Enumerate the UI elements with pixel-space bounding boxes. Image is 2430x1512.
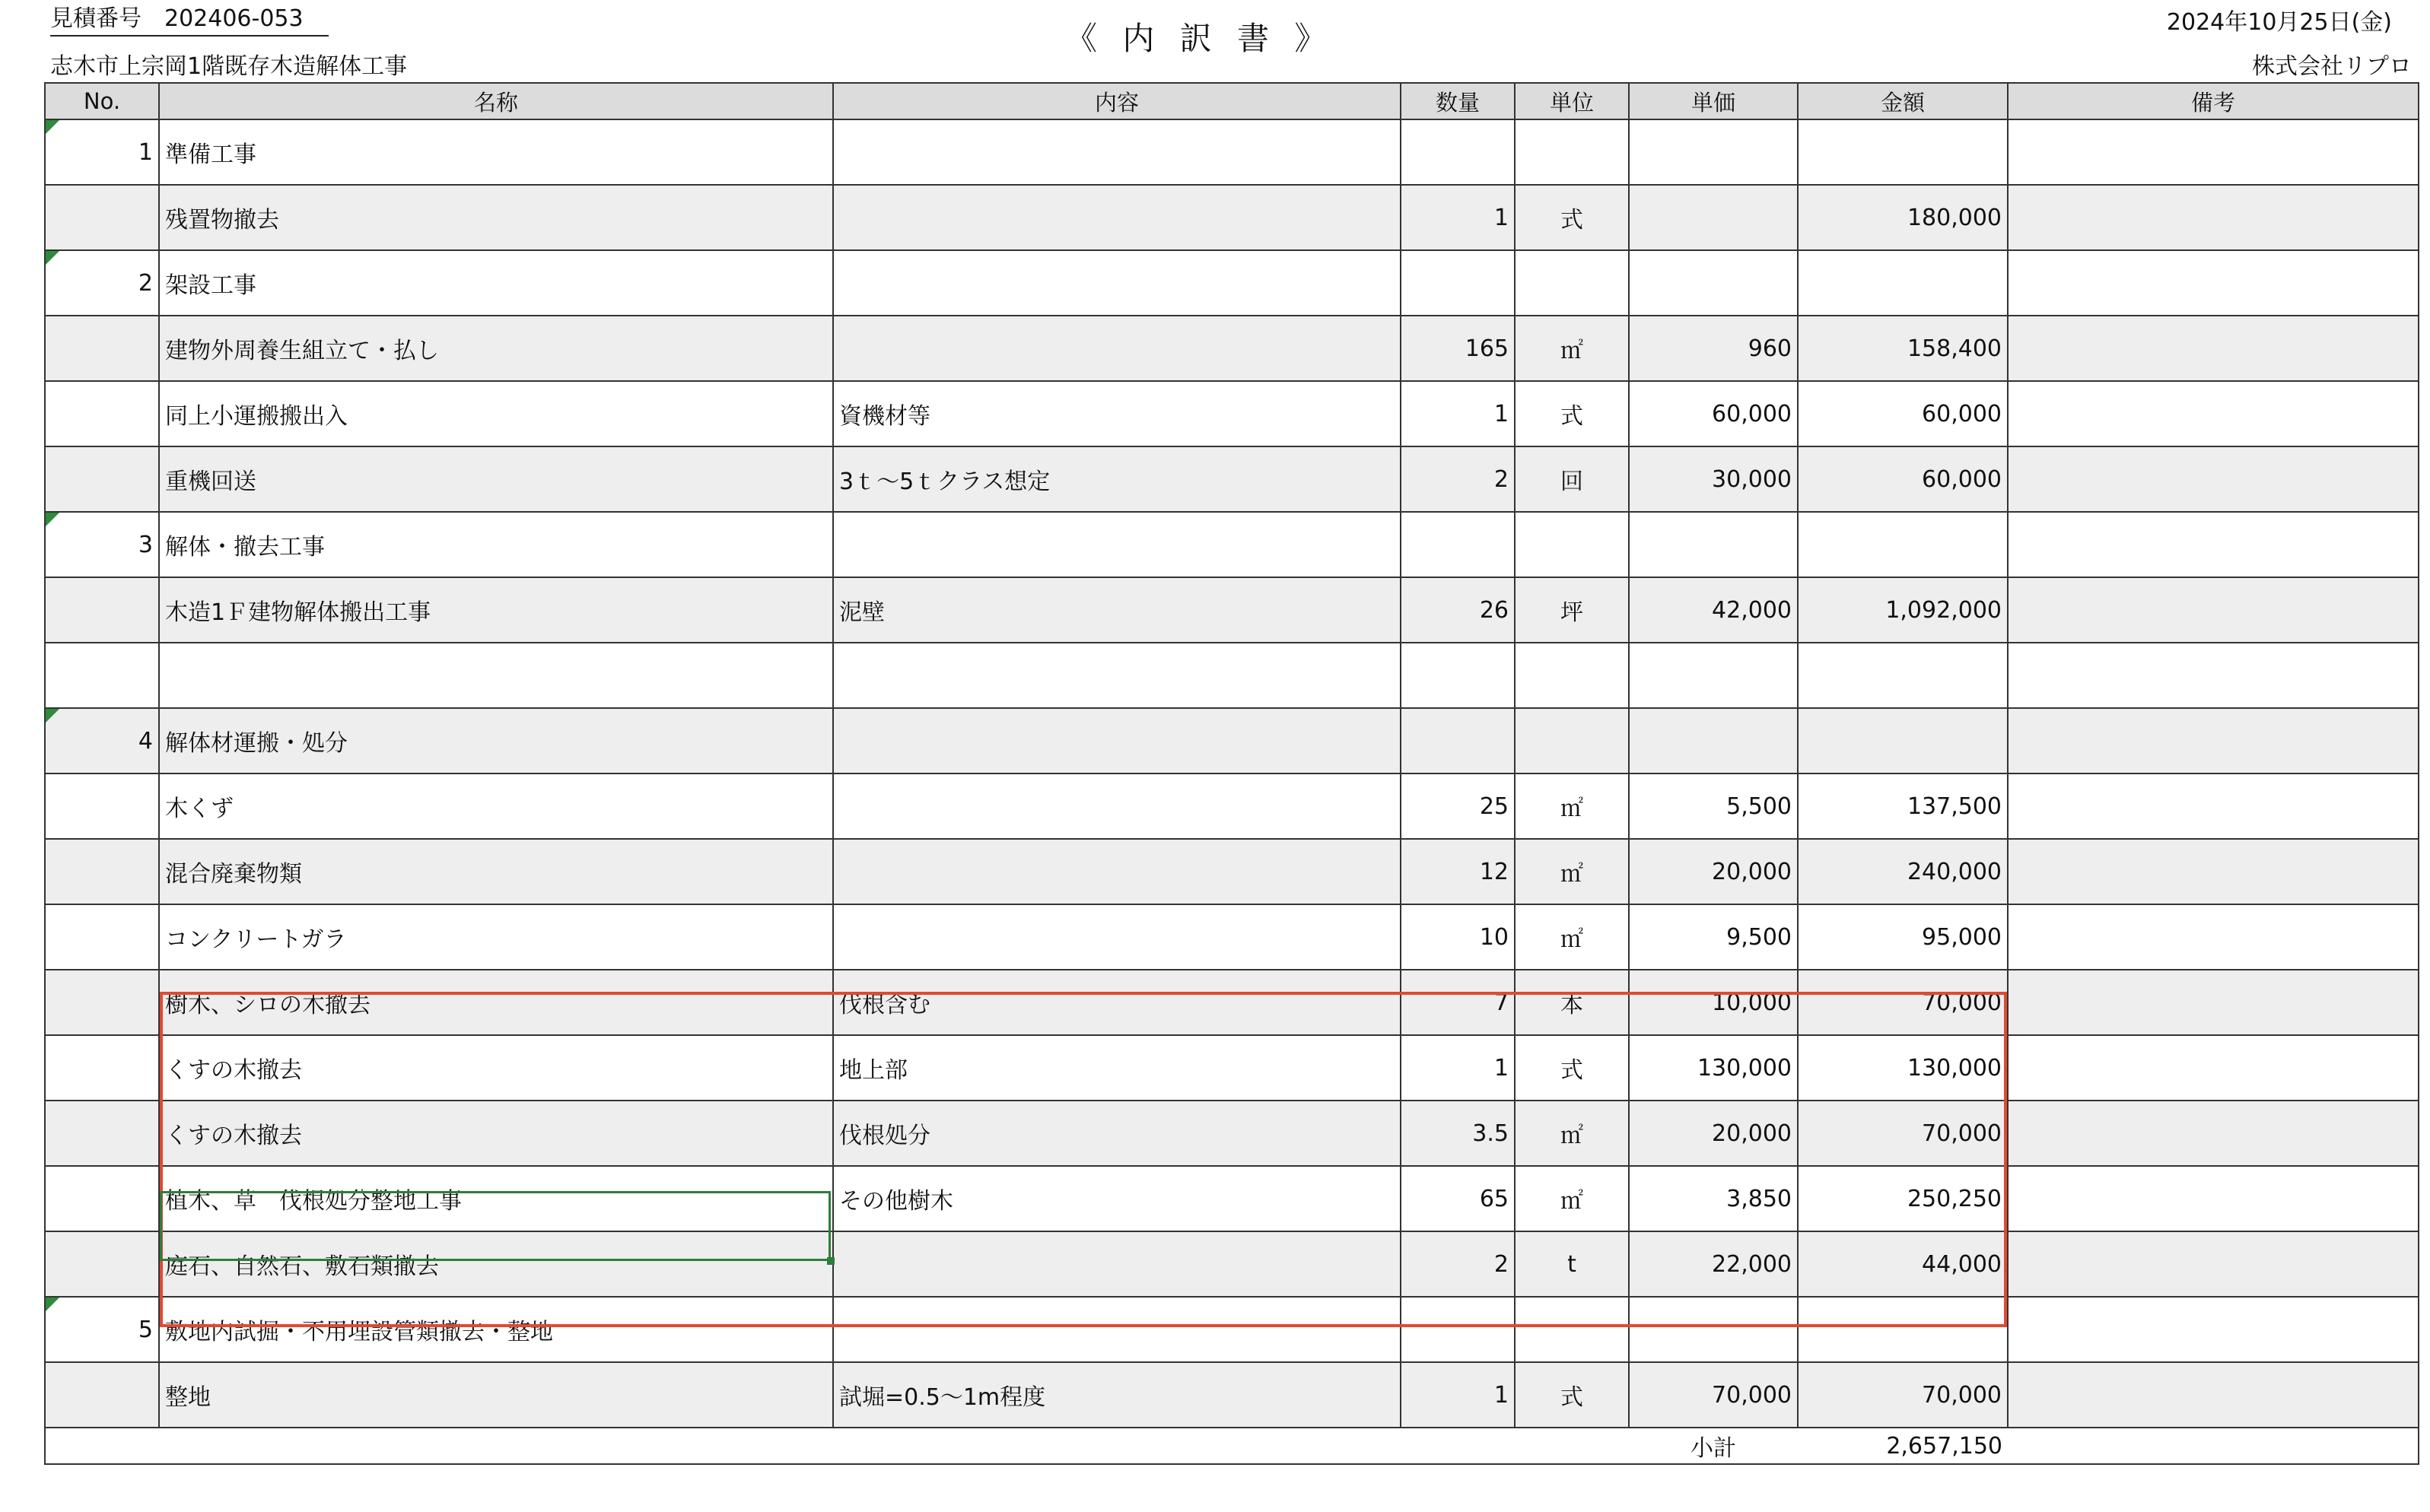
row-number-cell[interactable] <box>45 381 159 446</box>
table-row <box>45 1035 2419 1101</box>
amount-cell[interactable] <box>1798 446 2008 512</box>
unit-price-cell[interactable] <box>1629 1101 1798 1166</box>
item-content-cell-text: 地上部 <box>839 1057 908 1084</box>
item-name-cell-text: くすの木撤去 <box>165 1123 302 1149</box>
amount-cell[interactable] <box>1798 643 2008 708</box>
unit-cell[interactable] <box>1515 119 1629 185</box>
item-name-cell-text: 庭石、自然石、敷石類撤去 <box>165 1253 439 1280</box>
unit-cell-text: 式 <box>1560 207 1583 233</box>
item-content-cell-text: 伐根含む <box>839 992 930 1018</box>
subtotal-label[interactable]: 小計 <box>1629 1428 1798 1464</box>
amount-cell[interactable] <box>1798 1035 2008 1101</box>
table-row <box>45 250 2419 316</box>
unit-cell[interactable] <box>1515 185 1629 250</box>
item-name-cell[interactable] <box>159 250 833 316</box>
item-content-cell-text: 資機材等 <box>839 403 930 430</box>
quantity-cell[interactable] <box>1401 1101 1515 1166</box>
item-content-cell[interactable] <box>833 446 1401 512</box>
table-row <box>45 1297 2419 1362</box>
table-row <box>45 446 2419 512</box>
unit-cell[interactable] <box>1515 773 1629 839</box>
header-name[interactable]: 名称 <box>159 83 833 119</box>
item-name-cell[interactable] <box>159 839 833 904</box>
amount-cell[interactable] <box>1798 185 2008 250</box>
amount-cell[interactable] <box>1798 970 2008 1035</box>
amount-cell[interactable] <box>1798 250 2008 316</box>
quantity-cell[interactable] <box>1401 970 1515 1035</box>
unit-cell[interactable] <box>1515 1101 1629 1166</box>
quantity-cell[interactable] <box>1401 577 1515 643</box>
quantity-cell[interactable] <box>1401 1297 1515 1362</box>
amount-cell[interactable] <box>1798 904 2008 970</box>
unit-price-cell-text: 5,500 <box>1726 793 1792 820</box>
row-number-cell[interactable] <box>45 316 159 381</box>
row-number-cell[interactable] <box>45 185 159 250</box>
item-name-cell[interactable] <box>159 773 833 839</box>
document-date: 2024年10月25日(金) <box>2166 9 2392 36</box>
unit-price-cell[interactable] <box>1629 577 1798 643</box>
item-name-cell[interactable] <box>159 904 833 970</box>
item-name-cell-text: 整地 <box>165 1384 211 1411</box>
row-number-cell[interactable] <box>45 512 159 577</box>
item-content-cell[interactable] <box>833 250 1401 316</box>
unit-price-cell[interactable] <box>1629 446 1798 512</box>
note-cell[interactable] <box>2008 970 2419 1035</box>
item-name-cell[interactable] <box>159 970 833 1035</box>
amount-cell[interactable] <box>1798 512 2008 577</box>
subtotal-row <box>45 1428 2419 1464</box>
unit-price-cell[interactable] <box>1629 185 1798 250</box>
item-content-cell[interactable] <box>833 1231 1401 1297</box>
amount-cell-text: 180,000 <box>1907 204 2002 231</box>
amount-cell-text: 70,000 <box>1922 989 2002 1016</box>
quantity-cell[interactable] <box>1401 1035 1515 1101</box>
amount-cell-text: 70,000 <box>1922 1381 2002 1409</box>
unit-cell-text: 式 <box>1560 1384 1583 1411</box>
unit-price-cell[interactable] <box>1629 512 1798 577</box>
unit-price-cell[interactable] <box>1629 970 1798 1035</box>
unit-cell[interactable] <box>1515 970 1629 1035</box>
unit-cell[interactable] <box>1515 1035 1629 1101</box>
row-number-cell[interactable] <box>45 250 159 316</box>
quantity-cell[interactable] <box>1401 708 1515 773</box>
note-cell[interactable] <box>2008 1166 2419 1231</box>
unit-cell[interactable] <box>1515 1231 1629 1297</box>
unit-price-cell-text: 70,000 <box>1712 1381 1792 1409</box>
table-row <box>45 185 2419 250</box>
quantity-cell[interactable] <box>1401 1362 1515 1428</box>
item-name-cell-text: 木くず <box>165 796 234 822</box>
row-number-cell[interactable] <box>45 643 159 708</box>
header-no[interactable]: No. <box>45 83 159 119</box>
row-number-cell[interactable] <box>45 446 159 512</box>
unit-price-cell-text: 9,500 <box>1726 923 1792 951</box>
note-cell[interactable] <box>2008 839 2419 904</box>
quantity-cell-text: 1 <box>1493 1054 1509 1082</box>
unit-price-cell-text: 30,000 <box>1712 465 1792 493</box>
row-number-cell[interactable] <box>45 119 159 185</box>
amount-cell-text: 130,000 <box>1907 1054 2002 1082</box>
header-qty[interactable]: 数量 <box>1401 83 1515 119</box>
item-name-cell-text: くすの木撤去 <box>165 1057 302 1084</box>
item-name-cell[interactable] <box>159 185 833 250</box>
item-name-cell-text: 建物外周養生組立て・払し <box>165 338 439 364</box>
row-number-cell-text: 3 <box>138 531 153 558</box>
unit-price-cell[interactable] <box>1629 381 1798 446</box>
amount-cell[interactable] <box>1798 119 2008 185</box>
item-name-cell-text: 解体材運搬・処分 <box>165 730 348 757</box>
note-cell[interactable] <box>2008 512 2419 577</box>
item-name-cell[interactable] <box>159 1231 833 1297</box>
amount-cell[interactable] <box>1798 1362 2008 1428</box>
amount-cell[interactable] <box>1798 577 2008 643</box>
quantity-cell-text: 7 <box>1493 989 1509 1016</box>
item-name-cell-text: 準備工事 <box>165 141 256 168</box>
amount-cell[interactable] <box>1798 839 2008 904</box>
row-number-cell-text: 1 <box>138 138 153 166</box>
unit-cell-text: 式 <box>1560 1057 1583 1084</box>
item-content-cell[interactable] <box>833 1166 1401 1231</box>
header-note[interactable]: 備考 <box>2008 83 2419 119</box>
quantity-cell[interactable] <box>1401 839 1515 904</box>
comment-marker-icon <box>46 120 59 134</box>
unit-cell-text: ㎡ <box>1560 926 1583 953</box>
item-name-cell-text: 解体・撤去工事 <box>165 534 325 561</box>
subtotal-value[interactable]: 2,657,150 <box>1798 1428 2008 1464</box>
quantity-cell-text: 165 <box>1465 335 1509 362</box>
unit-price-cell-text: 22,000 <box>1712 1250 1792 1278</box>
note-cell[interactable] <box>2008 119 2419 185</box>
table-row <box>45 708 2419 773</box>
unit-cell-text: 坪 <box>1560 599 1583 626</box>
unit-price-cell[interactable] <box>1629 1297 1798 1362</box>
quantity-cell-text: 3.5 <box>1472 1120 1509 1147</box>
table-row <box>45 119 2419 185</box>
unit-price-cell[interactable] <box>1629 1166 1798 1231</box>
item-content-cell[interactable] <box>833 839 1401 904</box>
item-name-cell-text: 同上小運搬搬出入 <box>165 403 348 430</box>
amount-cell[interactable] <box>1798 773 2008 839</box>
quantity-cell[interactable] <box>1401 119 1515 185</box>
unit-price-cell[interactable] <box>1629 316 1798 381</box>
item-content-cell[interactable] <box>833 577 1401 643</box>
item-name-cell[interactable] <box>159 1166 833 1231</box>
note-cell[interactable] <box>2008 446 2419 512</box>
quantity-cell[interactable] <box>1401 250 1515 316</box>
subtotal-cell[interactable] <box>45 1428 159 1464</box>
item-name-cell-text: 残置物撤去 <box>165 207 279 233</box>
table-row <box>45 577 2419 643</box>
item-content-cell[interactable] <box>833 1297 1401 1362</box>
unit-price-cell[interactable] <box>1629 643 1798 708</box>
note-cell[interactable] <box>2008 1231 2419 1297</box>
item-name-cell[interactable] <box>159 708 833 773</box>
project-name: 志木市上宗岡1階既存木造解体工事 <box>50 53 408 80</box>
table-row <box>45 381 2419 446</box>
table-row <box>45 839 2419 904</box>
item-name-cell[interactable] <box>159 446 833 512</box>
unit-cell-text: ㎡ <box>1560 796 1583 822</box>
quantity-cell[interactable] <box>1401 381 1515 446</box>
quantity-cell[interactable] <box>1401 446 1515 512</box>
table-header-row <box>45 83 2419 119</box>
table-row <box>45 904 2419 970</box>
header-content[interactable]: 内容 <box>833 83 1401 119</box>
item-name-cell[interactable] <box>159 643 833 708</box>
unit-price-cell[interactable] <box>1629 1362 1798 1428</box>
item-content-cell[interactable] <box>833 904 1401 970</box>
item-content-cell[interactable] <box>833 381 1401 446</box>
item-name-cell[interactable] <box>159 512 833 577</box>
item-content-cell-text: 試堀=0.5～1m程度 <box>839 1384 1046 1411</box>
unit-cell[interactable] <box>1515 316 1629 381</box>
item-content-cell-text: その他樹木 <box>839 1188 953 1215</box>
item-name-cell[interactable] <box>159 1101 833 1166</box>
amount-cell-text: 60,000 <box>1922 465 2002 493</box>
amount-cell[interactable] <box>1798 381 2008 446</box>
unit-price-cell[interactable] <box>1629 250 1798 316</box>
row-number-cell[interactable] <box>45 1166 159 1231</box>
row-number-cell[interactable] <box>45 1035 159 1101</box>
row-number-cell[interactable] <box>45 904 159 970</box>
item-content-cell-text: 3ｔ～5ｔクラス想定 <box>839 469 1051 495</box>
amount-cell-text: 240,000 <box>1907 858 2002 885</box>
quantity-cell-text: 2 <box>1493 465 1509 493</box>
amount-cell-text: 60,000 <box>1922 400 2002 427</box>
row-number-cell[interactable] <box>45 1101 159 1166</box>
row-number-cell[interactable] <box>45 1297 159 1362</box>
unit-cell-text: 回 <box>1560 469 1583 495</box>
unit-price-cell[interactable] <box>1629 904 1798 970</box>
subtotal-cell[interactable] <box>2008 1428 2419 1464</box>
note-cell[interactable] <box>2008 250 2419 316</box>
unit-cell-text: ㎡ <box>1560 861 1583 888</box>
quantity-cell-text: 12 <box>1479 858 1509 885</box>
item-name-cell-text: 架設工事 <box>165 272 256 299</box>
amount-cell-text: 250,250 <box>1907 1185 2002 1212</box>
note-cell[interactable] <box>2008 1035 2419 1101</box>
item-name-cell[interactable] <box>159 119 833 185</box>
unit-cell-text: 式 <box>1560 403 1583 430</box>
unit-cell[interactable] <box>1515 1166 1629 1231</box>
table-row <box>45 512 2419 577</box>
item-content-cell-text: 泥壁 <box>839 599 885 626</box>
note-cell[interactable] <box>2008 381 2419 446</box>
item-name-cell-text: 敷地内試掘・不用埋設管類撤去・整地 <box>165 1319 553 1345</box>
unit-price-cell[interactable] <box>1629 773 1798 839</box>
quantity-cell[interactable] <box>1401 1231 1515 1297</box>
unit-cell[interactable] <box>1515 512 1629 577</box>
item-content-cell[interactable] <box>833 1035 1401 1101</box>
breakdown-table <box>44 82 2419 1465</box>
row-number-cell[interactable] <box>45 1231 159 1297</box>
amount-cell-text: 1,092,000 <box>1885 596 2002 624</box>
unit-price-cell-text: 10,000 <box>1712 989 1792 1016</box>
unit-cell-text: t <box>1567 1250 1576 1278</box>
unit-cell-text: ㎡ <box>1560 1188 1583 1215</box>
item-name-cell[interactable] <box>159 381 833 446</box>
unit-price-cell[interactable] <box>1629 119 1798 185</box>
note-cell[interactable] <box>2008 1101 2419 1166</box>
quantity-cell-text: 1 <box>1493 204 1509 231</box>
quantity-cell[interactable] <box>1401 316 1515 381</box>
comment-marker-icon <box>46 251 59 265</box>
row-number-cell-text: 4 <box>138 727 153 754</box>
subtotal-cell[interactable] <box>1515 1428 1629 1464</box>
unit-price-cell-text: 42,000 <box>1712 596 1792 624</box>
row-number-cell-text: 2 <box>138 269 153 297</box>
amount-cell[interactable] <box>1798 1166 2008 1231</box>
table-row <box>45 773 2419 839</box>
unit-price-cell[interactable] <box>1629 1035 1798 1101</box>
row-number-cell[interactable] <box>45 1362 159 1428</box>
table-row <box>45 1166 2419 1231</box>
amount-cell-text: 95,000 <box>1922 923 2002 951</box>
quantity-cell-text: 2 <box>1493 1250 1509 1278</box>
unit-price-cell-text: 60,000 <box>1712 400 1792 427</box>
note-cell[interactable] <box>2008 577 2419 643</box>
row-number-cell[interactable] <box>45 708 159 773</box>
amount-cell[interactable] <box>1798 708 2008 773</box>
unit-cell[interactable] <box>1515 250 1629 316</box>
item-name-cell-text: 混合廃棄物類 <box>165 861 302 888</box>
note-cell[interactable] <box>2008 643 2419 708</box>
quantity-cell[interactable] <box>1401 643 1515 708</box>
document-title: 《 内 訳 書 》 <box>1065 20 1334 57</box>
quantity-cell-text: 65 <box>1479 1185 1509 1212</box>
row-number-cell-text: 5 <box>138 1316 153 1343</box>
unit-cell[interactable] <box>1515 1362 1629 1428</box>
quantity-cell[interactable] <box>1401 773 1515 839</box>
note-cell[interactable] <box>2008 1362 2419 1428</box>
table-row <box>45 316 2419 381</box>
quantity-cell-text: 1 <box>1493 1381 1509 1409</box>
subtotal-cell[interactable] <box>833 1428 1401 1464</box>
item-content-cell[interactable] <box>833 119 1401 185</box>
quantity-cell[interactable] <box>1401 1166 1515 1231</box>
header-price[interactable]: 単価 <box>1629 83 1798 119</box>
unit-cell[interactable] <box>1515 708 1629 773</box>
row-number-cell[interactable] <box>45 839 159 904</box>
unit-cell[interactable] <box>1515 577 1629 643</box>
unit-cell[interactable] <box>1515 839 1629 904</box>
amount-cell[interactable] <box>1798 1101 2008 1166</box>
item-content-cell[interactable] <box>833 773 1401 839</box>
table-row <box>45 1231 2419 1297</box>
unit-cell[interactable] <box>1515 446 1629 512</box>
unit-price-cell[interactable] <box>1629 708 1798 773</box>
table-row <box>45 970 2419 1035</box>
item-content-cell[interactable] <box>833 643 1401 708</box>
note-cell[interactable] <box>2008 316 2419 381</box>
amount-cell-text: 158,400 <box>1907 335 2002 362</box>
item-name-cell[interactable] <box>159 1297 833 1362</box>
quantity-cell-text: 25 <box>1479 793 1509 820</box>
header-amount[interactable]: 金額 <box>1798 83 2008 119</box>
company-name: 株式会社リプロ <box>2252 53 2412 80</box>
row-number-cell[interactable] <box>45 773 159 839</box>
comment-marker-icon <box>46 1298 59 1311</box>
item-content-cell-text: 伐根処分 <box>839 1123 930 1149</box>
unit-price-cell-text: 130,000 <box>1697 1054 1792 1082</box>
table-row <box>45 643 2419 708</box>
estimate-number-field <box>50 3 329 37</box>
unit-price-cell-text: 960 <box>1748 335 1792 362</box>
item-name-cell[interactable] <box>159 577 833 643</box>
unit-cell[interactable] <box>1515 904 1629 970</box>
note-cell[interactable] <box>2008 773 2419 839</box>
item-content-cell[interactable] <box>833 1362 1401 1428</box>
unit-cell[interactable] <box>1515 381 1629 446</box>
item-content-cell[interactable] <box>833 316 1401 381</box>
unit-cell-text: 本 <box>1560 992 1583 1018</box>
unit-cell-text: ㎡ <box>1560 1123 1583 1149</box>
amount-cell-text: 137,500 <box>1907 793 2002 820</box>
amount-cell[interactable] <box>1798 316 2008 381</box>
item-content-cell[interactable] <box>833 185 1401 250</box>
unit-cell[interactable] <box>1515 1297 1629 1362</box>
row-number-cell[interactable] <box>45 970 159 1035</box>
unit-price-cell-text: 3,850 <box>1726 1185 1792 1212</box>
table-row <box>45 1362 2419 1428</box>
quantity-cell[interactable] <box>1401 904 1515 970</box>
note-cell[interactable] <box>2008 1297 2419 1362</box>
quantity-cell-text: 26 <box>1479 596 1509 624</box>
header-unit[interactable]: 単位 <box>1515 83 1629 119</box>
quantity-cell-text: 1 <box>1493 400 1509 427</box>
item-name-cell-text: 植木、草 伐根処分整地工事 <box>165 1188 462 1215</box>
item-content-cell[interactable] <box>833 708 1401 773</box>
estimate-number-value: 202406-053 <box>164 5 304 32</box>
unit-price-cell[interactable] <box>1629 1231 1798 1297</box>
note-cell[interactable] <box>2008 708 2419 773</box>
subtotal-cell[interactable] <box>159 1428 833 1464</box>
item-name-cell-text: 重機回送 <box>165 469 256 495</box>
comment-marker-icon <box>46 513 59 526</box>
unit-price-cell-text: 20,000 <box>1712 1120 1792 1147</box>
item-name-cell-text: 木造1Ｆ建物解体搬出工事 <box>165 599 431 626</box>
item-name-cell[interactable] <box>159 1362 833 1428</box>
note-cell[interactable] <box>2008 185 2419 250</box>
quantity-cell[interactable] <box>1401 512 1515 577</box>
unit-price-cell-text: 20,000 <box>1712 858 1792 885</box>
estimate-number-label: 見積番号 <box>50 5 142 32</box>
item-name-cell[interactable] <box>159 316 833 381</box>
fill-handle[interactable] <box>827 1257 835 1265</box>
table-row <box>45 1101 2419 1166</box>
amount-cell-text: 44,000 <box>1922 1250 2002 1278</box>
unit-cell[interactable] <box>1515 643 1629 708</box>
item-name-cell-text: コンクリートガラ <box>165 926 347 953</box>
item-name-cell-text: 樹木、シロの木撤去 <box>165 992 371 1018</box>
subtotal-cell[interactable] <box>1401 1428 1515 1464</box>
item-content-cell[interactable] <box>833 1101 1401 1166</box>
row-number-cell[interactable] <box>45 577 159 643</box>
quantity-cell-text: 10 <box>1479 923 1509 951</box>
note-cell[interactable] <box>2008 904 2419 970</box>
amount-cell-text: 70,000 <box>1922 1120 2002 1147</box>
amount-cell[interactable] <box>1798 1231 2008 1297</box>
quantity-cell[interactable] <box>1401 185 1515 250</box>
item-name-cell[interactable] <box>159 1035 833 1101</box>
unit-cell-text: ㎡ <box>1560 338 1583 364</box>
item-content-cell[interactable] <box>833 970 1401 1035</box>
amount-cell[interactable] <box>1798 1297 2008 1362</box>
item-content-cell[interactable] <box>833 512 1401 577</box>
unit-price-cell[interactable] <box>1629 839 1798 904</box>
comment-marker-icon <box>46 709 59 723</box>
